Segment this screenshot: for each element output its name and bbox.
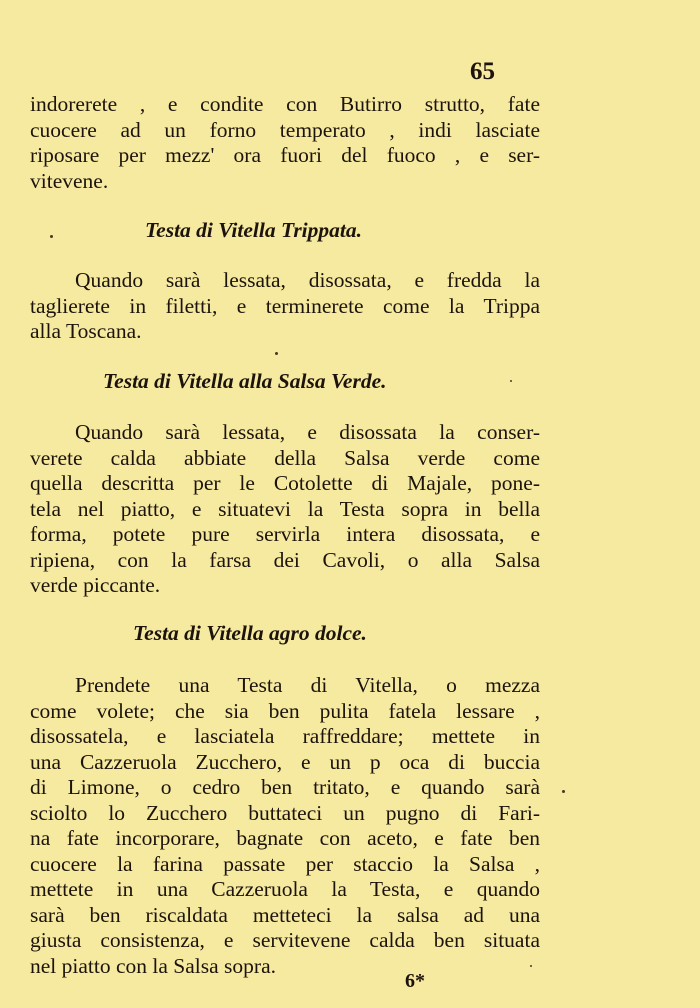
text-line: Prendete una Testa di Vitella, o mezza (75, 673, 540, 697)
text-line: Quando sarà lessata, e disossata la conser- (75, 420, 540, 444)
section-heading-agro-dolce: Testa di Vitella agro dolce. (133, 621, 367, 645)
paragraph-intro (30, 92, 540, 194)
paragraph-salsa-verde (30, 420, 540, 599)
page-number: 65 (470, 58, 495, 85)
text-line: verde piccante. (30, 573, 161, 597)
text-line: alla Toscana. (30, 319, 142, 343)
text-line: forma, potete pure servirla intera disossata, e (30, 522, 540, 546)
print-speck (50, 235, 53, 238)
paragraph-trippata (30, 268, 540, 345)
text-line: nel piatto con la Salsa sopra. (30, 953, 276, 978)
text-line: tela nel piatto, e situatevi la Testa sopra in bella (30, 496, 540, 521)
text-line: indorerete , e condite con Butirro strutto, fate (30, 92, 540, 116)
text-line: cuocere ad un forno temperato , indi lasciate (30, 117, 540, 142)
text-line: na fate incorporare, bagnate con aceto, e fate ben (30, 826, 540, 850)
text-line: sarà ben riscaldata metteteci la salsa ad una (30, 902, 540, 927)
text-line: taglierete in filetti, e terminerete come la Trippa (30, 293, 540, 318)
text-line: una Cazzeruola Zucchero, e un p oca di buccia (30, 749, 540, 774)
text-line: vitevene. (30, 168, 109, 193)
text-line: giusta consistenza, e servitevene calda ben situata (30, 928, 540, 952)
signature-mark: 6* (405, 970, 425, 992)
print-speck (530, 965, 532, 967)
text-line: mettete in una Cazzeruola la Testa, e quando (30, 877, 540, 901)
section-heading-salsa-verde: Testa di Vitella alla Salsa Verde. (103, 369, 387, 393)
print-speck (562, 790, 565, 793)
text-line: come volete; che sia ben pulita fatela lessare , (30, 698, 540, 723)
section-heading-trippata: Testa di Vitella Trippata. (145, 218, 363, 242)
text-line: riposare per mezz' ora fuori del fuoco , e ser- (30, 143, 540, 167)
text-line: disossatela, e lasciatela raffreddare; mettete in (30, 724, 540, 748)
print-speck (275, 352, 278, 355)
paragraph-agro-dolce (30, 673, 540, 979)
text-line: verete calda abbiate della Salsa verde come (30, 445, 540, 470)
text-line: ripiena, con la farsa dei Cavoli, o alla Salsa (30, 547, 540, 572)
text-line: quella descritta per le Cotolette di Majale, pone- (30, 471, 540, 495)
text-line: sciolto lo Zucchero buttateci un pugno di Fari- (30, 800, 540, 825)
text-line: Quando sarà lessata, disossata, e fredda la (75, 268, 540, 292)
text-line: di Limone, o cedro ben tritato, e quando sarà (30, 775, 540, 799)
print-speck (510, 380, 512, 382)
text-line: cuocere la farina passate per staccio la Salsa , (30, 851, 540, 876)
